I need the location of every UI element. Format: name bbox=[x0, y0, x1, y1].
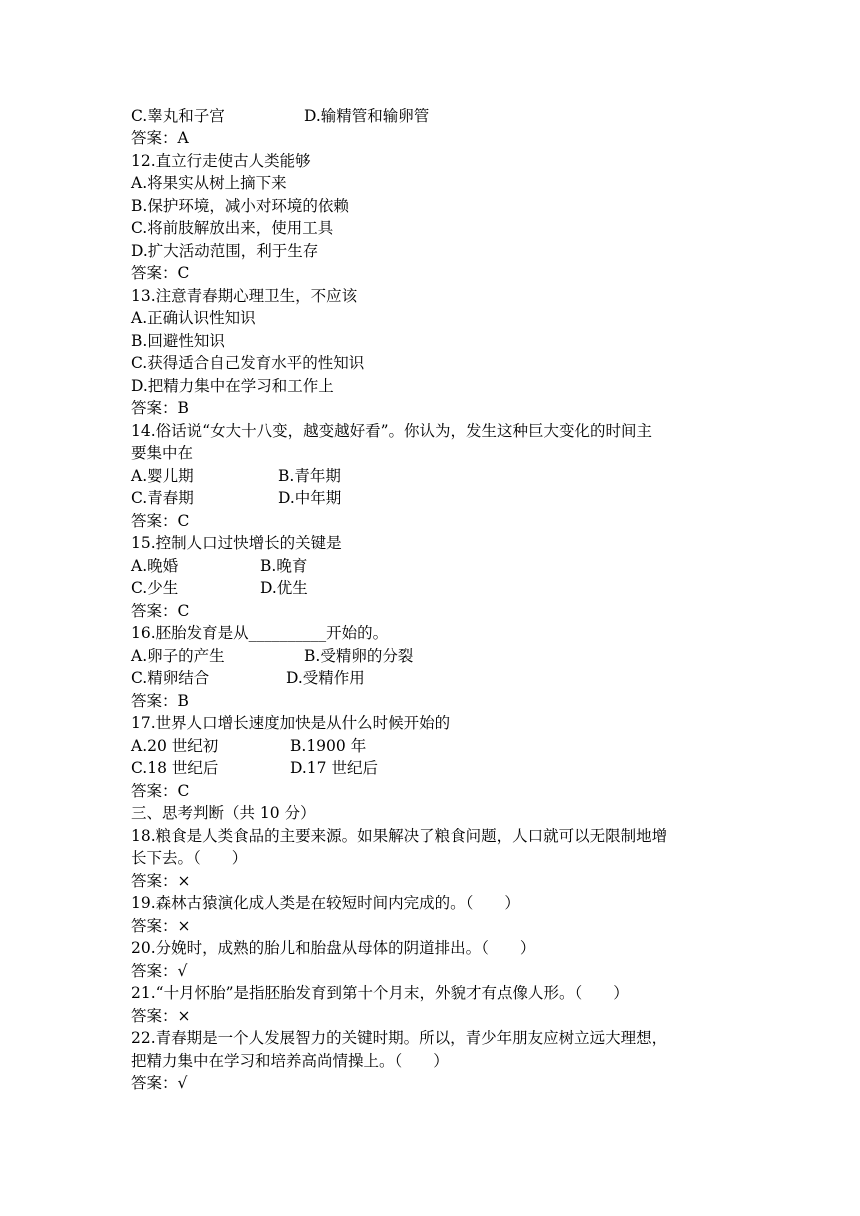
q13-option-d: D.把精力集中在学习和工作上 bbox=[131, 377, 334, 395]
q15-option-c: C.少生 bbox=[131, 579, 179, 597]
q18-answer: 答案：× bbox=[131, 872, 191, 890]
q12-option-a: A.将果实从树上摘下来 bbox=[131, 174, 287, 192]
q17-stem: 17.世界人口增长速度加快是从什么时候开始的 bbox=[131, 714, 451, 732]
q11-option-c: C.睾丸和子宫 bbox=[131, 107, 225, 125]
q19-answer: 答案：× bbox=[131, 917, 191, 935]
q15-option-a: A.晚婚 bbox=[131, 557, 179, 575]
q17-answer: 答案：C bbox=[131, 782, 190, 800]
q16-option-b: B.受精卵的分裂 bbox=[304, 647, 414, 665]
q14-option-d: D.中年期 bbox=[278, 489, 342, 507]
q21-stem: 21.“十月怀胎”是指胚胎发育到第十个月末，外貌才有点像人形。（ ） bbox=[131, 984, 629, 1002]
q11-option-d: D.输精管和输卵管 bbox=[304, 107, 430, 125]
q16-option-a: A.卵子的产生 bbox=[131, 647, 225, 665]
q15-option-d: D.优生 bbox=[260, 579, 308, 597]
q14-stem-line2: 要集中在 bbox=[131, 444, 194, 462]
q17-option-a: A.20 世纪初 bbox=[131, 737, 219, 755]
q13-stem: 13.注意青春期心理卫生，不应该 bbox=[131, 287, 358, 305]
section3-heading: 三、思考判断（共 10 分） bbox=[131, 804, 316, 822]
q13-option-c: C.获得适合自己发育水平的性知识 bbox=[131, 354, 365, 372]
q12-option-d: D.扩大活动范围，利于生存 bbox=[131, 242, 319, 260]
q12-answer: 答案：C bbox=[131, 264, 190, 282]
q22-answer: 答案：√ bbox=[131, 1074, 188, 1092]
q16-stem: 16.胚胎发育是从__________开始的。 bbox=[131, 624, 389, 642]
q17-option-d: D.17 世纪后 bbox=[290, 759, 378, 777]
q22-stem-line1: 22.青春期是一个人发展智力的关键时期。所以，青少年朋友应树立远大理想， bbox=[131, 1029, 668, 1047]
q17-option-c: C.18 世纪后 bbox=[131, 759, 219, 777]
q15-stem: 15.控制人口过快增长的关键是 bbox=[131, 534, 342, 552]
q14-option-c: C.青春期 bbox=[131, 489, 194, 507]
q16-option-d: D.受精作用 bbox=[286, 669, 365, 687]
q15-option-b: B.晚育 bbox=[260, 557, 308, 575]
q11-answer: 答案：A bbox=[131, 129, 189, 147]
q16-answer: 答案：B bbox=[131, 692, 189, 710]
q12-option-b: B.保护环境，减小对环境的依赖 bbox=[131, 197, 349, 215]
q14-stem-line1: 14.俗话说“女大十八变，越变越好看”。你认为，发生这种巨大变化的时间主 bbox=[131, 422, 653, 440]
q13-option-a: A.正确认识性知识 bbox=[131, 309, 256, 327]
q19-stem: 19.森林古猿演化成人类是在较短时间内完成的。（ ） bbox=[131, 894, 520, 912]
q18-stem-line2: 长下去。（ ） bbox=[131, 849, 248, 867]
q12-stem: 12.直立行走使古人类能够 bbox=[131, 152, 311, 170]
q16-option-c: C.精卵结合 bbox=[131, 669, 210, 687]
q15-answer: 答案：C bbox=[131, 602, 190, 620]
q14-answer: 答案：C bbox=[131, 512, 190, 530]
q18-stem-line1: 18.粮食是人类食品的主要来源。如果解决了粮食问题，人口就可以无限制地增 bbox=[131, 827, 668, 845]
q12-option-c: C.将前肢解放出来，使用工具 bbox=[131, 219, 334, 237]
q22-stem-line2: 把精力集中在学习和培养高尚情操上。（ ） bbox=[131, 1052, 449, 1070]
q13-answer: 答案：B bbox=[131, 399, 189, 417]
q21-answer: 答案：× bbox=[131, 1007, 191, 1025]
q14-option-a: A.婴儿期 bbox=[131, 467, 194, 485]
q20-answer: 答案：√ bbox=[131, 962, 188, 980]
q17-option-b: B.1900 年 bbox=[290, 737, 367, 755]
q13-option-b: B.回避性知识 bbox=[131, 332, 225, 350]
q14-option-b: B.青年期 bbox=[278, 467, 341, 485]
q20-stem: 20.分娩时，成熟的胎儿和胎盘从母体的阴道排出。（ ） bbox=[131, 939, 536, 957]
